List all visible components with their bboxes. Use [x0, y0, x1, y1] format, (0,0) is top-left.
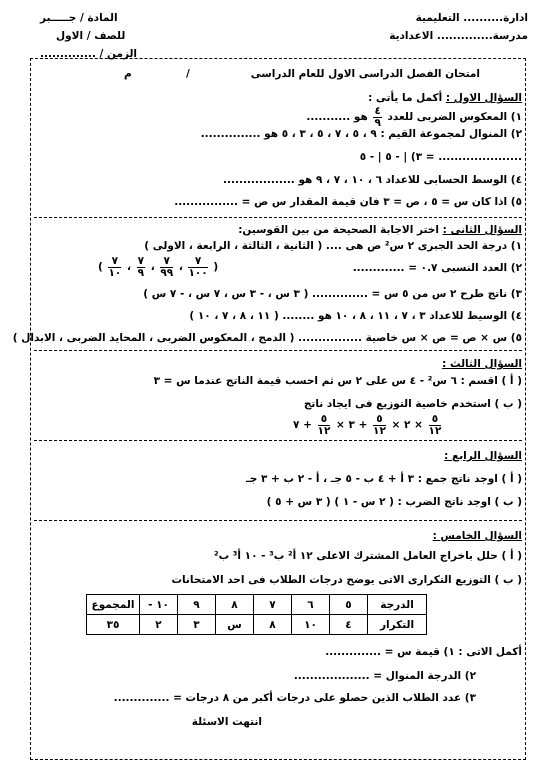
q2-item-4: ٤) الوسيط للاعداد ٣ ، ٧ ، ١١ ، ٨ ، ١٠ هو ........ ( ١١ ، ٨ ، ٧ ، ١٠ ) [189, 310, 522, 322]
q3-expression [293, 414, 443, 436]
table-cell: ٣٥ [87, 615, 140, 635]
fraction-numerator: ٥ [373, 414, 386, 426]
q2-item-1: ١) درجة الحد الجبرى ٢ س² ص هى .... ( الثانية ، الثالثة ، الرابعة ، الاولى ) [144, 240, 522, 252]
q1-item-2 [201, 128, 522, 140]
header-grade: للصف / الاول [56, 30, 126, 42]
table-cell: ٧ [254, 595, 292, 615]
q5-part-a: ( أ ) حلل باخراج العامل المشترك الاعلى ١٢ أ² ب³ - ١٠ أ³ ب² [213, 550, 522, 562]
table-cell: س [216, 615, 254, 635]
option-fraction [108, 256, 121, 278]
option-fraction [137, 256, 145, 278]
q4-title: السؤال الرابع : [444, 450, 522, 462]
fraction-numerator: ٧ [160, 256, 173, 268]
expr-fraction [373, 414, 386, 436]
q1-item-1-fraction [373, 106, 381, 128]
q1-item-2-text: ٢) المنوال لمجموعة القيم : ٩ ، ٥ ، ٧ ، ٥ ، ٣ ، ٥ [281, 128, 522, 140]
table-cell: ٨ [216, 595, 254, 615]
expr-part: + ٧ × [293, 419, 423, 431]
expr-part: + ٣ × [336, 419, 368, 431]
fraction-denominator: ٩٩ [160, 266, 174, 279]
q1-instruction: أكمل ما يأتى : [368, 92, 443, 104]
expr-fraction [318, 414, 331, 436]
table-row [87, 615, 427, 635]
frequency-table [86, 594, 427, 635]
q5-part-b: ( ب ) التوزيع التكرارى الاتى يوضح درجات الطلاب فى احد الامتحانات [171, 574, 522, 586]
q1-item-1-tail: هو ........... [306, 111, 368, 123]
expr-fraction [429, 414, 442, 436]
header-school: مدرسة.............. الاعدادية [389, 30, 528, 42]
fraction-denominator: ١٢ [428, 424, 442, 437]
fraction-denominator: ١٠ [108, 266, 122, 279]
q1-item-1-text: ١) المعكوس الضربى للعدد [387, 111, 522, 123]
q2-item-5: ٥) س × ص = ص × س خاصية ................ ( الدمج ، المعكوس الضربى ، المحايد الضربى ، الابدال ) [12, 332, 522, 344]
table-cell: ٦ [292, 595, 330, 615]
header-subject: المادة / جـــــبر [40, 12, 118, 24]
separator [34, 440, 522, 441]
table-cell: ١٠ [292, 615, 330, 635]
q1-item-1 [306, 106, 522, 128]
fraction-numerator: ٤ [374, 105, 381, 117]
fraction-numerator: ٥ [429, 414, 442, 426]
table-cell: ٩ [178, 595, 216, 615]
option-fraction [160, 256, 173, 278]
q1-item-2-tail: هو ............... [200, 128, 279, 140]
fraction-denominator: ١٢ [317, 424, 331, 437]
q4-part-b: ( ب ) اوجد ناتج الضرب : ( ٢ س - ١ ) ( ٣ س + ٥ ) [266, 496, 522, 508]
separator [34, 217, 522, 218]
table-cell: المجموع [87, 595, 140, 615]
fraction-denominator: ٩ [137, 266, 145, 279]
table-cell: ١٠ - [140, 595, 178, 615]
table-cell: ٥ [330, 595, 368, 615]
table-row [87, 595, 427, 615]
q1-heading [368, 92, 522, 104]
table-cell: التكرار [368, 615, 427, 635]
q5-item-2: ٢) الدرجة المنوال = ................... [293, 670, 476, 682]
table-cell: الدرجة [368, 595, 427, 615]
table-cell: ٢ [140, 615, 178, 635]
header-year-mark: م [124, 68, 132, 80]
fraction-denominator: ٩ [374, 116, 381, 129]
table-cell: ٨ [254, 615, 292, 635]
q2-item-2-options: ( $\frac{٧}{١٠}$ ، $\frac{٧}{٩}$ ، $\frac{٧}{٩٩}$ ، $\frac{٧}{١٠٠}$ ) [98, 255, 219, 279]
q5-title: السؤال الخامس : [432, 530, 522, 542]
q4-part-a: ( أ ) اوجد ناتج جمع : ٣ أ + ٤ ب - ٥ جـ ، أ - ٢ ب + ٣ جـ [246, 473, 522, 485]
table-cell: ٤ [330, 615, 368, 635]
q1-title: السؤال الاول : [445, 92, 522, 104]
header-slash: / [186, 68, 190, 80]
table-cell: ٣ [178, 615, 216, 635]
q1-item-3: ٣) | - ٥ | - ٥ = ..................... [359, 151, 522, 163]
q3-title: السؤال الثالث : [442, 358, 522, 370]
q2-item-3: ٣) ناتج طرح ٢ س من ٥ س = .............. ( ٣ س ، - ٣ س ، ٧ س ، - ٧ س ) [143, 288, 522, 300]
q3-part-a: ( أ ) اقسم : ٦ س² - ٤ س على ٢ س ثم احسب قيمة الناتج عندما س = ٣ [153, 375, 522, 387]
q5-item-3: ٣) عدد الطلاب الذين حصلو على درجات أكبر من ٨ درجات = .............. [113, 692, 476, 704]
q2-heading [238, 224, 522, 236]
q1-item-4: ٤) الوسط الحسابى للاعداد ٦ ، ١٠ ، ٧ ، ٩ هو .................. [223, 174, 522, 186]
fraction-numerator: ٥ [318, 414, 331, 426]
q1-item-5: ٥) اذا كان س = ٥ ، ص = ٣ فان قيمة المقدار س ص = ................ [174, 196, 522, 208]
fraction-numerator: ٧ [137, 255, 145, 267]
header-administration: ادارة.......... التعليمية [415, 12, 528, 24]
q3-part-b: ( ب ) استخدم خاصية التوزيع فى ايجاد ناتج [303, 398, 522, 410]
q2-instruction: اختر الاجابة الصحيحة من بين القوسين: [238, 224, 439, 236]
end-of-questions: انتهت الاسئلة [191, 716, 262, 728]
expr-part: ٢ × [391, 419, 411, 431]
option-fraction [188, 256, 207, 278]
fraction-denominator: ١٠٠ [188, 266, 208, 279]
q5-complete: أكمل الاتى : ١) قيمة س = .............. [325, 646, 522, 658]
q2-title: السؤال الثانى : [442, 224, 522, 236]
fraction-numerator: ٧ [188, 256, 207, 268]
separator [34, 520, 522, 521]
separator [34, 350, 522, 351]
fraction-numerator: ٧ [108, 256, 121, 268]
fraction-denominator: ١٢ [373, 424, 386, 437]
exam-title: امتحان الفصل الدراسى الاول للعام الدراسى [250, 68, 480, 80]
q2-item-2: ٢) العدد النسبى ٠.٧ = ............. [352, 262, 522, 274]
header-time: الزمن / .............. [40, 48, 138, 60]
